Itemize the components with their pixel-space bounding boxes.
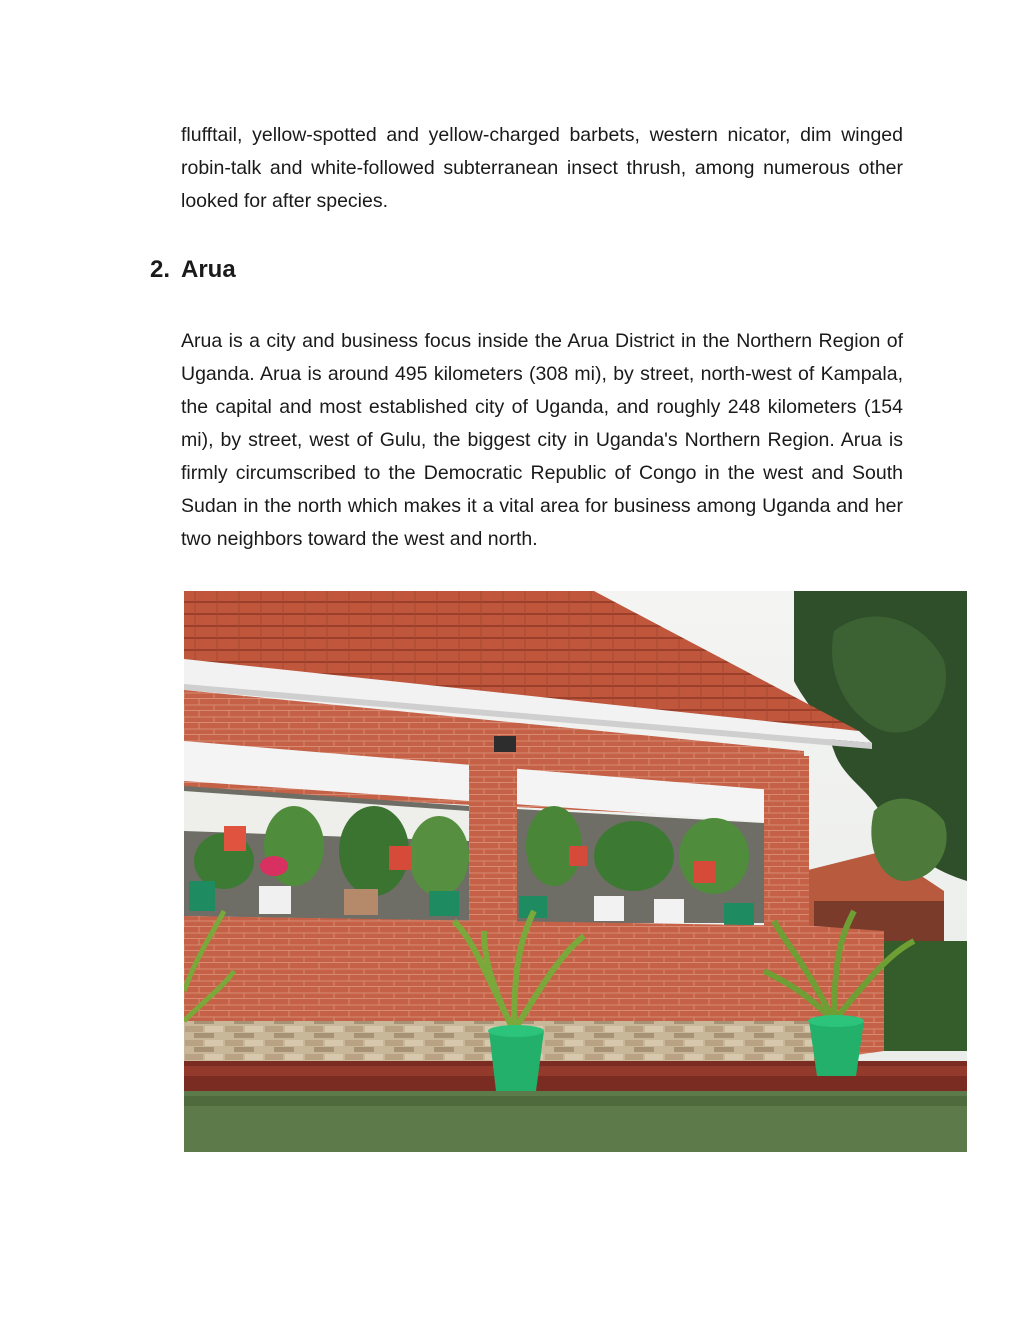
section-body-paragraph: Arua is a city and business focus inside the Arua District in the Northern Region of Uganda. Arua is around 495 kilometers (308 mi), by street, north-west of Kampala, the capital and most established city of Uganda, and roughly 248 kilometers (154 mi), by street, west of Gulu, the biggest city in Uganda's Northern Region. Arua is firmly circumscribed to the Democratic Republic of Congo in the west and South Sudan in the north which makes it a vital area for business among Uganda and her two neighbors toward the west and north. [181, 330, 903, 550]
building-photo [184, 591, 967, 1152]
section-heading [150, 250, 236, 290]
section-number: 2. [150, 256, 171, 283]
section-title: Arua [181, 256, 236, 283]
intro-paragraph: flufftail, yellow-spotted and yellow-charged barbets, western nicator, dim winged robin-talk and white-followed subterranean insect thrush, among numerous other looked for after species. [181, 124, 903, 212]
